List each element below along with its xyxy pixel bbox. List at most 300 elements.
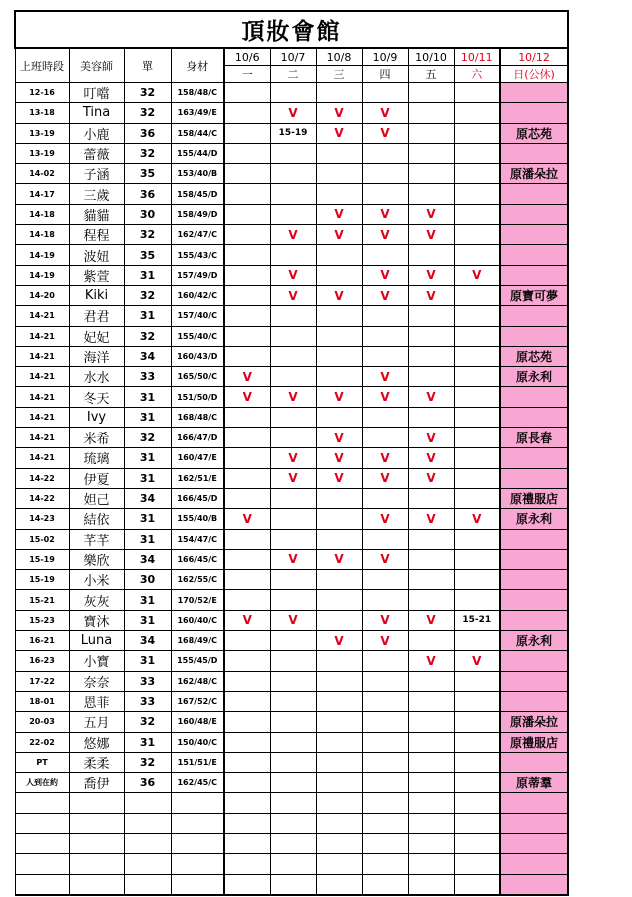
empty-cell [171,833,224,853]
stylist-name-cell: 子涵 [69,164,124,184]
day-cell [316,143,362,163]
day-cell: V [408,468,454,488]
empty-cell [270,874,316,895]
empty-row [15,854,568,874]
empty-cell [362,833,408,853]
figure-cell: 160/42/C [171,285,224,305]
sunday-note-cell [500,184,568,204]
day-cell: V [362,549,408,569]
table-row [15,265,568,285]
day-cell [316,164,362,184]
slip-cell: 33 [124,671,171,691]
day-cell [408,407,454,427]
day-cell: V [408,204,454,224]
day-cell [270,570,316,590]
empty-cell [171,793,224,813]
day-cell [362,529,408,549]
figure-cell: 154/47/C [171,529,224,549]
day-cell: V [408,610,454,630]
empty-cell [224,874,270,895]
sunday-note-cell [500,103,568,123]
day-cell [408,732,454,752]
empty-cell [69,813,124,833]
day-cell: V [362,225,408,245]
day-cell [408,346,454,366]
header-slip: 單 [124,48,171,83]
sunday-note-cell: 原蒂羣 [500,773,568,793]
day-cell: V [408,285,454,305]
day-cell [316,367,362,387]
table-row [15,712,568,732]
day-cell: 15-19 [270,123,316,143]
day-cell [408,712,454,732]
header-figure: 身材 [171,48,224,83]
sunday-note-cell [500,590,568,610]
day-cell [362,407,408,427]
stylist-name-cell: Tina [69,103,124,123]
slip-cell: 36 [124,123,171,143]
day-cell [270,529,316,549]
slip-cell: 32 [124,428,171,448]
figure-cell: 162/47/C [171,225,224,245]
day-cell: V [362,265,408,285]
day-cell: V [408,265,454,285]
day-cell [454,407,500,427]
empty-cell [408,833,454,853]
empty-cell [270,793,316,813]
figure-cell: 157/40/C [171,306,224,326]
figure-cell: 157/49/D [171,265,224,285]
empty-cell [362,813,408,833]
weekday-header: 一 [224,66,270,83]
figure-cell: 155/43/C [171,245,224,265]
empty-cell [316,813,362,833]
sunday-note-cell: 原永利 [500,509,568,529]
empty-row [15,793,568,813]
empty-cell [362,854,408,874]
stylist-name-cell: 蕾薇 [69,143,124,163]
figure-cell: 151/50/D [171,387,224,407]
figure-cell: 168/49/C [171,631,224,651]
day-cell [362,346,408,366]
shift-cell: 20-03 [15,712,69,732]
stylist-name-cell: 妲己 [69,488,124,508]
day-cell [362,732,408,752]
empty-cell [316,793,362,813]
day-cell [316,590,362,610]
sunday-note-cell [500,83,568,103]
day-cell [408,103,454,123]
slip-cell: 32 [124,326,171,346]
sunday-note-cell [500,671,568,691]
stylist-name-cell: 小寶 [69,651,124,671]
day-cell [316,529,362,549]
empty-cell [171,854,224,874]
stylist-name-cell: 樂欣 [69,549,124,569]
empty-cell [124,793,171,813]
figure-cell: 150/40/C [171,732,224,752]
stylist-name-cell: 恩菲 [69,691,124,711]
slip-cell: 32 [124,712,171,732]
day-cell [224,590,270,610]
day-cell [408,184,454,204]
day-cell [270,367,316,387]
shift-cell: 14-21 [15,428,69,448]
figure-cell: 158/44/C [171,123,224,143]
day-cell: V [270,387,316,407]
figure-cell: 165/50/C [171,367,224,387]
shift-cell: 16-23 [15,651,69,671]
stylist-name-cell: 寶沐 [69,610,124,630]
day-cell [270,488,316,508]
slip-cell: 31 [124,529,171,549]
sunday-note-cell: 原潘朵拉 [500,164,568,184]
day-cell [316,610,362,630]
sunday-note-cell: 原長春 [500,428,568,448]
table-row [15,488,568,508]
day-cell: V [224,509,270,529]
day-cell: V [270,448,316,468]
day-cell [224,448,270,468]
day-cell [270,326,316,346]
empty-cell [69,833,124,853]
day-cell [316,570,362,590]
table-row [15,529,568,549]
day-cell [224,123,270,143]
day-cell [454,285,500,305]
figure-cell: 162/45/C [171,773,224,793]
slip-cell: 31 [124,407,171,427]
shift-cell: 14-20 [15,285,69,305]
stylist-name-cell: 貓貓 [69,204,124,224]
day-cell: V [408,428,454,448]
figure-cell: 166/47/D [171,428,224,448]
sunday-note-cell: 原禮服店 [500,732,568,752]
day-cell [454,245,500,265]
stylist-name-cell: 水水 [69,367,124,387]
day-cell: V [224,610,270,630]
figure-cell: 162/55/C [171,570,224,590]
table-row [15,570,568,590]
stylist-name-cell: 灰灰 [69,590,124,610]
slip-cell: 32 [124,83,171,103]
day-cell [316,83,362,103]
day-cell: V [362,448,408,468]
day-cell [316,326,362,346]
day-cell [224,103,270,123]
slip-cell: 33 [124,367,171,387]
day-cell [408,326,454,346]
day-cell [316,346,362,366]
day-cell [362,164,408,184]
day-cell: 15-21 [454,610,500,630]
empty-cell [15,854,69,874]
empty-cell [224,813,270,833]
day-cell [224,488,270,508]
table-row [15,285,568,305]
day-cell [454,225,500,245]
day-cell [408,590,454,610]
stylist-name-cell: 悠娜 [69,732,124,752]
day-cell [224,204,270,224]
day-cell [362,428,408,448]
day-cell: V [316,204,362,224]
day-cell: V [362,204,408,224]
empty-cell [69,874,124,895]
weekday-header: 日(公休) [500,66,568,83]
day-cell [408,529,454,549]
day-cell [224,164,270,184]
stylist-name-cell: Luna [69,631,124,651]
sunday-note-cell: 原永利 [500,631,568,651]
day-cell [224,184,270,204]
shift-cell: 14-21 [15,387,69,407]
weekday-header: 三 [316,66,362,83]
day-cell [454,83,500,103]
slip-cell: 32 [124,752,171,772]
day-cell: V [362,387,408,407]
day-cell [408,752,454,772]
figure-cell: 168/48/C [171,407,224,427]
day-cell [362,570,408,590]
day-cell [408,367,454,387]
day-cell [224,691,270,711]
day-cell [224,570,270,590]
sunday-note-cell: 原芯苑 [500,346,568,366]
slip-cell: 34 [124,631,171,651]
table-row [15,691,568,711]
slip-cell: 32 [124,285,171,305]
day-cell [224,529,270,549]
day-cell [224,285,270,305]
sunday-note-cell [500,874,568,895]
stylist-name-cell: 米希 [69,428,124,448]
sunday-note-cell [500,813,568,833]
slip-cell: 36 [124,773,171,793]
day-cell [454,103,500,123]
stylist-name-cell: 妃妃 [69,326,124,346]
shift-cell: 14-19 [15,265,69,285]
empty-cell [171,813,224,833]
day-cell: V [316,448,362,468]
day-cell [408,671,454,691]
day-cell [362,752,408,772]
day-cell: V [316,225,362,245]
day-cell [454,691,500,711]
weekday-header: 六 [454,66,500,83]
day-cell [316,773,362,793]
day-cell [224,773,270,793]
table-row [15,590,568,610]
table-row [15,651,568,671]
shift-cell: 14-21 [15,367,69,387]
empty-cell [316,854,362,874]
header-stylist: 美容師 [69,48,124,83]
slip-cell: 31 [124,265,171,285]
shift-cell: 15-02 [15,529,69,549]
date-header-10-12: 10/12 [500,48,568,66]
date-header-10-11: 10/11 [454,48,500,66]
date-header-10-8: 10/8 [316,48,362,66]
table-row [15,549,568,569]
day-cell [408,631,454,651]
table-row [15,428,568,448]
sunday-note-cell [500,468,568,488]
table-row [15,225,568,245]
day-cell [270,590,316,610]
stylist-name-cell: 程程 [69,225,124,245]
empty-cell [224,833,270,853]
empty-cell [454,813,500,833]
day-cell [454,164,500,184]
empty-cell [69,854,124,874]
sunday-note-cell [500,752,568,772]
day-cell [454,184,500,204]
day-cell [270,407,316,427]
sunday-note-cell [500,529,568,549]
stylist-name-cell: 芊芊 [69,529,124,549]
day-cell: V [408,225,454,245]
figure-cell: 160/47/E [171,448,224,468]
day-cell [454,143,500,163]
figure-cell: 166/45/C [171,549,224,569]
day-cell [362,83,408,103]
empty-cell [124,833,171,853]
empty-cell [454,854,500,874]
table-row [15,143,568,163]
shift-cell: 14-21 [15,448,69,468]
shift-cell: 16-21 [15,631,69,651]
shift-cell: 14-21 [15,326,69,346]
slip-cell: 31 [124,387,171,407]
shift-cell: 人到在約 [15,773,69,793]
day-cell: V [316,468,362,488]
shift-cell: 14-21 [15,407,69,427]
day-cell: V [316,123,362,143]
stylist-name-cell: 伊夏 [69,468,124,488]
day-cell: V [408,509,454,529]
figure-cell: 155/40/C [171,326,224,346]
day-cell [224,265,270,285]
sunday-note-cell [500,610,568,630]
table-row [15,468,568,488]
sunday-note-cell [500,691,568,711]
day-cell [224,245,270,265]
page-title: 頂妝會館 [15,11,568,48]
day-cell [224,651,270,671]
day-cell [224,326,270,346]
day-cell: V [362,631,408,651]
sunday-note-cell [500,651,568,671]
day-cell [316,245,362,265]
sunday-note-cell [500,833,568,853]
stylist-name-cell: 三歲 [69,184,124,204]
shift-cell: 14-18 [15,204,69,224]
sunday-note-cell [500,265,568,285]
day-cell: V [270,225,316,245]
day-cell: V [362,123,408,143]
sunday-note-cell: 原芯苑 [500,123,568,143]
figure-cell: 167/52/C [171,691,224,711]
day-cell [454,631,500,651]
day-cell [270,509,316,529]
day-cell [454,428,500,448]
figure-cell: 155/40/B [171,509,224,529]
day-cell [454,549,500,569]
sunday-note-cell [500,225,568,245]
stylist-name-cell: 紫萱 [69,265,124,285]
slip-cell: 32 [124,225,171,245]
day-cell: V [316,428,362,448]
day-cell [408,143,454,163]
table-row [15,509,568,529]
empty-cell [362,793,408,813]
day-cell [316,691,362,711]
day-cell [316,752,362,772]
sunday-note-cell [500,306,568,326]
day-cell [362,184,408,204]
sunday-note-cell [500,854,568,874]
empty-cell [316,833,362,853]
day-cell [408,691,454,711]
day-cell [224,407,270,427]
table-row [15,204,568,224]
day-cell: V [454,265,500,285]
shift-cell: 12-16 [15,83,69,103]
day-cell [362,326,408,346]
day-cell [270,752,316,772]
day-cell [408,549,454,569]
day-cell [408,245,454,265]
table-row [15,346,568,366]
day-cell [454,488,500,508]
sunday-note-cell: 原寶可夢 [500,285,568,305]
day-cell [270,732,316,752]
figure-cell: 158/48/C [171,83,224,103]
date-header-10-9: 10/9 [362,48,408,66]
empty-cell [15,813,69,833]
day-cell [454,570,500,590]
day-cell [362,712,408,732]
stylist-name-cell: 五月 [69,712,124,732]
empty-cell [124,874,171,895]
day-cell [362,306,408,326]
sunday-note-cell [500,448,568,468]
shift-cell: 14-21 [15,306,69,326]
day-cell [316,732,362,752]
empty-cell [270,833,316,853]
day-cell [270,712,316,732]
day-cell [270,184,316,204]
day-cell [224,712,270,732]
empty-cell [408,813,454,833]
day-cell [454,123,500,143]
sunday-note-cell [500,204,568,224]
empty-cell [270,813,316,833]
empty-cell [224,854,270,874]
day-cell [454,468,500,488]
day-cell [362,590,408,610]
day-cell [454,367,500,387]
stylist-name-cell: Kiki [69,285,124,305]
day-cell [362,691,408,711]
table-row [15,164,568,184]
day-cell: V [316,631,362,651]
day-cell [362,773,408,793]
sunday-note-cell [500,570,568,590]
shift-cell: 17-22 [15,671,69,691]
day-cell: V [270,265,316,285]
